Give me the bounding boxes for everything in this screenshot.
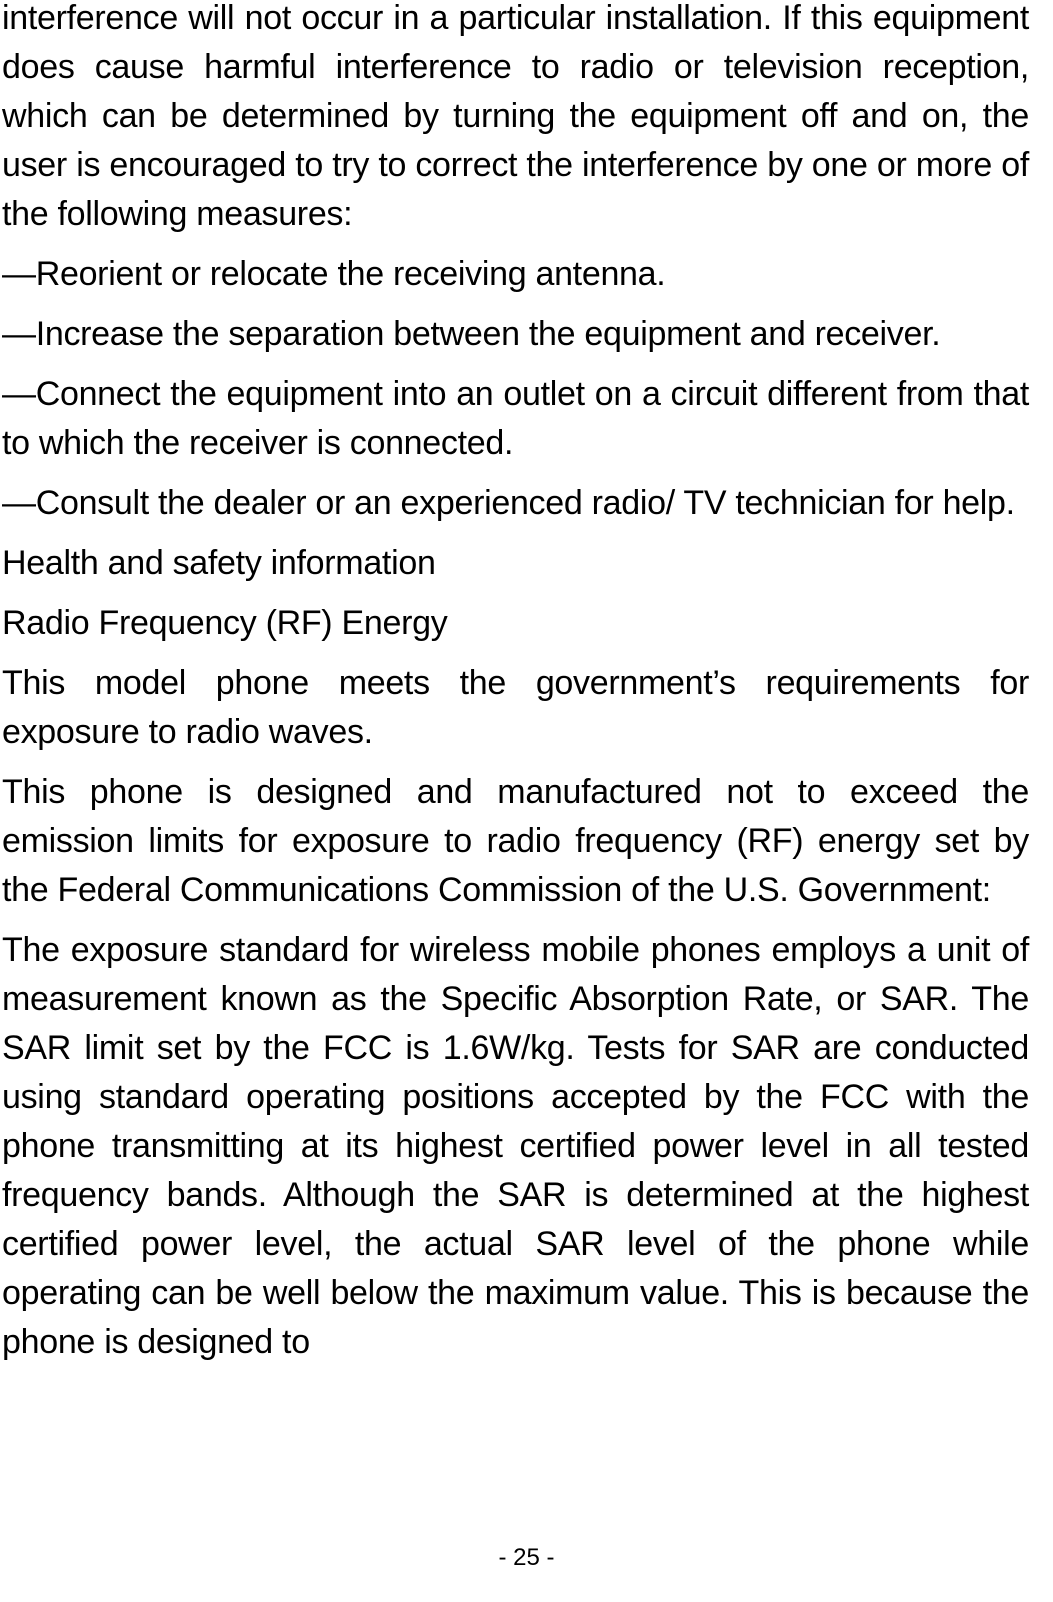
- paragraph-model-meets-requirements: This model phone meets the government’s requirements for exposure to radio waves.: [2, 664, 1029, 751]
- page-number: - 25 -: [498, 1544, 555, 1571]
- paragraph-emission-limits: This phone is designed and manufactured not to exceed the emission limits for exposure to radio frequency (RF) energy set by the Federal Communications Commission of the U.S. Government:: [2, 773, 1029, 909]
- paragraph-reorient-antenna: —Reorient or relocate the receiving antenna.: [2, 255, 666, 293]
- paragraph-increase-separation: —Increase the separation between the equipment and receiver.: [2, 315, 941, 353]
- document-page: [2, 0, 1029, 1367]
- heading-rf-energy: Radio Frequency (RF) Energy: [2, 604, 448, 642]
- paragraph-consult-dealer: —Consult the dealer or an experienced radio/ TV technician for help.: [2, 484, 1015, 522]
- heading-health-safety: Health and safety information: [2, 544, 436, 582]
- paragraph-connect-outlet: —Connect the equipment into an outlet on a circuit different from that to which the receiver is connected.: [2, 375, 1029, 462]
- paragraph-sar-standard: The exposure standard for wireless mobile phones employs a unit of measurement known as the Specific Absorption Rate, or SAR. The SAR limit set by the FCC is 1.6W/kg. Tests for SAR are conducted using standard operating positions accepted by the FCC with the phone transmitting at its highest certified power level in all tested frequency bands. Although the SAR is determined at the highest certified power level, the actual SAR level of the phone while operating can be well below the maximum value. This is because the phone is designed to: [2, 931, 1029, 1361]
- paragraph-interference-intro: interference will not occur in a particular installation. If this equipment does cause harmful interference to radio or television reception, which can be determined by turning the equipment off and on, the user is encouraged to try to correct the interference by one or more of the following measures:: [2, 0, 1029, 233]
